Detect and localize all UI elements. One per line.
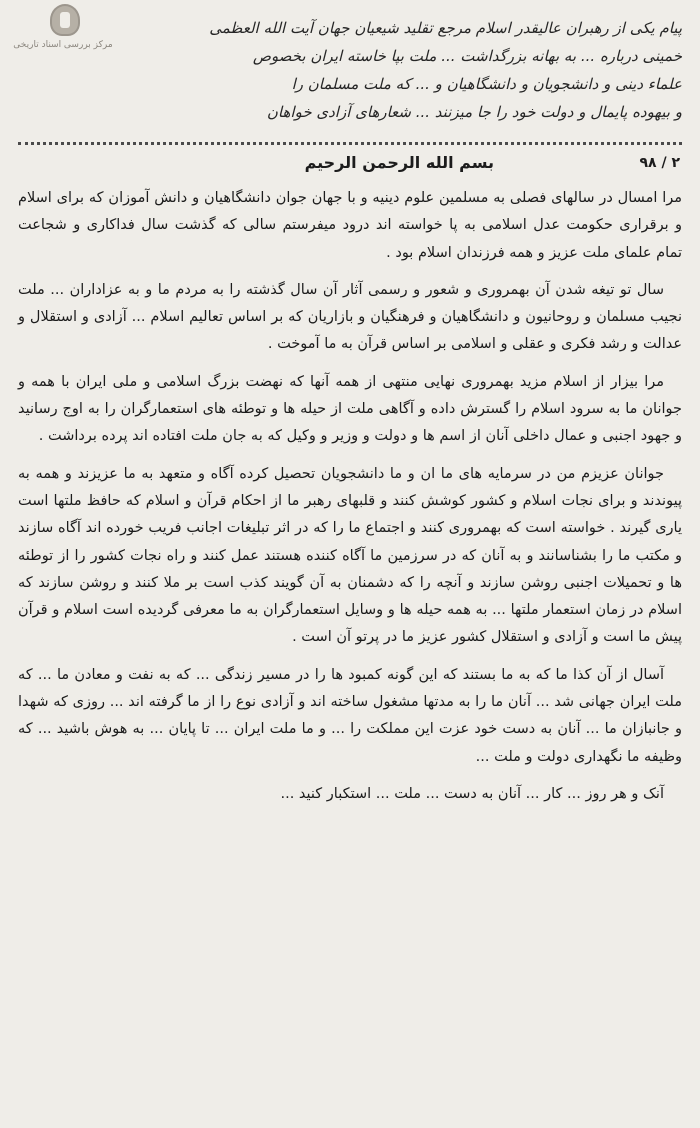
archive-emblem-icon — [50, 4, 80, 36]
body-paragraph: مرا بیزار از اسلام مزید بهمروری نهایی منتهی از همه آنها که نهضت بزرگ اسلامی و ملی ایران با همه و جوانان ما به سرود اسلام را گسترش داده و آگاهی ملت از حیله ها و توطئه های استعمارگران را به اوج رسانید و جهود اجنبی و عمال داخلی آنان از اسم ها و دولت و وزیر و وکیل که به جان ملت افتاده اند پرده برداشت . — [18, 373, 682, 445]
body-paragraph: آسال از آن کذا ما که به ما بستند که این گونه کمبود ها را در مسیر زندگی ... که به نفت و معادن ما ... که ملت ایران جهانی شد ... آنان ما را به مدتها مشغول ساخته اند و آزادی نوع را از ما گرفته اند ... روزی که شهدا و جانبازان ما ... آنان به دست خود عزت این مملکت را ... و ما ملت ایران ... تا پایان ... به هوش باشید ... که وظیفه ما نگهداری دولت و ملت ... — [18, 666, 682, 765]
body-paragraph: آنک و هر روز ... کار ... آنان به دست ... ملت ... استکبار کنید ... — [280, 785, 664, 802]
body-paragraph: جوانان عزیزم من در سرمایه های ما ان و ما دانشجویان تحصیل کرده آگاه و متعهد به ما عزیزند و همه به پیوندند و برای نجات اسلام و کشور کوشش کنند و قلبهای رهبر ما از احکام قرآن و اسلام که حافظ ملتها است یاری گیرند . خواسته است که بهمروری کنند و اجتماع ما را که در اثر تبلیغات اجانب فریب خورده اند آگاه سازند و مکتب ما را بشناسانند و به آنان که در سرزمین ما آگاه کننده هستند عمل کنند و راه نجات کشور را از توطئه ها و تحمیلات اجنبی روشن سازند و آنچه را که دشمنان به آن گویند کذب است بر ملا کنند و روشن سازند که اسلام در زمان استعمار ملتها ... به همه حیله ها و وسایل استعمارگران به ما معرفی گردیده است اسلام و قرآن پیش ما است و آزادی و استقلال کشور عزیز ما در پرتو آن است . — [18, 465, 682, 646]
body-paragraph: سال تو تیغه شدن آن بهمروری و شعور و رسمی آثار آن سال گذشته را به مردم ما و به عزاداران ... ملت نجیب مسلمان و روحانیون و دانشگاهیان و فرهنگیان و بازاریان که بر اساس تعالیم اسلام ... آزادی و استقلال و عدالت و رشد فکری و عقلی و اسلامی بر اساس قرآن به ما آموخت . — [18, 281, 682, 353]
body-paragraph: مرا امسال در سالهای فصلی به مسلمین علوم دینیه و با جهان جوان دانشگاهیان و دانش آموزان که برای اسلام و برقراری حکومت عدل اسلامی به پا خواسته اند درود میفرستم سالی که گذشت سال فداکاری و شجاعت تمام علمای ملت عزیز و همه فرزندان اسلام بود . — [18, 190, 682, 261]
reference-number: ۲ / ۹۸ — [639, 155, 680, 171]
document-body — [18, 185, 682, 808]
header-line: علماء دینی و دانشجویان و دانشگاهیان و ... که ملت مسلمان را — [291, 75, 682, 93]
header-line: خمینی درباره ... به بهانه بزرگداشت ... ملت بپا خاسته ایران بخصوص — [252, 47, 682, 65]
archive-logo — [4, 4, 122, 60]
archive-logo-caption: مرکز بررسی اسناد تاریخی — [13, 40, 113, 50]
dotted-divider — [18, 142, 682, 145]
reference-line — [18, 147, 682, 185]
header-line: پیام یکی از رهبران عالیقدر اسلام مرجع تقلید شیعیان جهان آیت الله العظمی — [209, 19, 682, 37]
basmala-heading: بسم الله الرحمن الرحیم — [304, 153, 494, 172]
header-line: و بیهوده پایمال و دولت خود را جا میزنند ... شعارهای آزادی خواهان — [266, 103, 682, 121]
